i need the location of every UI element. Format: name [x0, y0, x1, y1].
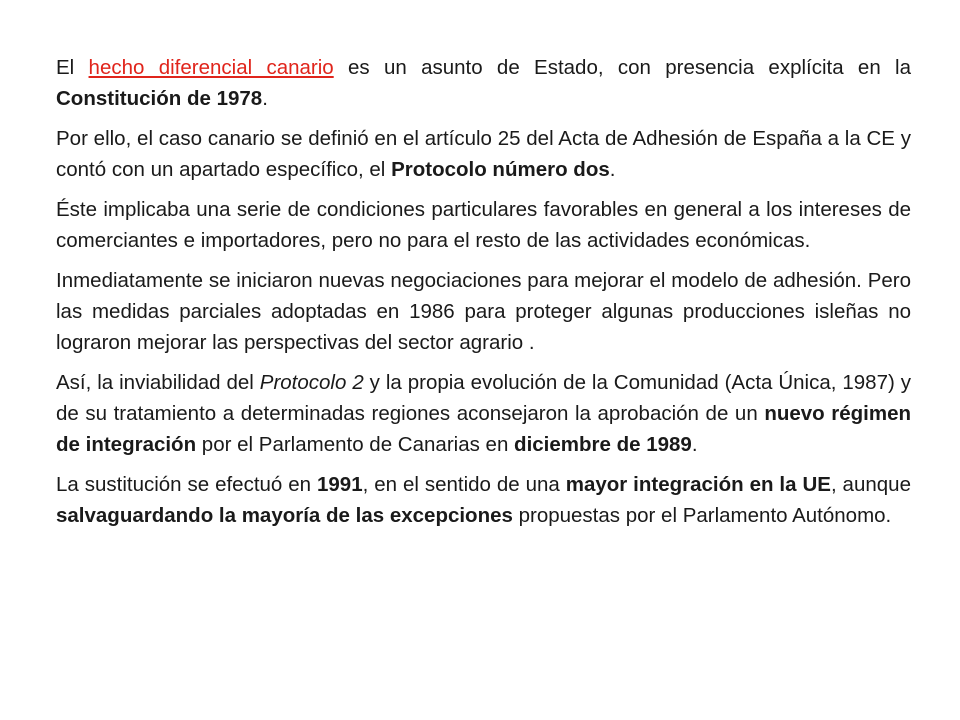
italic-text: Protocolo 2: [259, 371, 364, 394]
paragraph-2: [56, 123, 911, 185]
text-segment: es un asunto de Estado, con presencia explícita en la: [333, 56, 911, 79]
text-segment: por el Parlamento de Canarias en: [196, 433, 515, 456]
bold-text: nuevo régimen de integración: [56, 402, 912, 456]
bold-text: mayor integración en la UE: [565, 473, 831, 496]
paragraph-4: [56, 265, 911, 358]
bold-text: 1991: [316, 473, 363, 496]
text-segment: propuestas por el Parlamento Autónomo.: [512, 504, 892, 527]
text-segment: Así, la inviabilidad del: [56, 371, 260, 394]
text-segment: Éste implicaba una serie de condiciones particulares favorables en general a los intereses de comerciantes e importadores, pero no para el resto de las actividades económicas.: [56, 198, 911, 252]
text-segment: Inmediatamente se iniciaron nuevas negociaciones para mejorar el modelo de adhesión. Pero las medidas parciales adoptadas en 1986 para proteger algunas producciones isleñas no lograron mejorar las perspectivas del sector agrario .: [56, 269, 911, 354]
bold-text: diciembre de 1989: [514, 433, 692, 456]
paragraph-3: [56, 194, 911, 256]
text-segment: y la propia evolución de la Comunidad (Acta Única, 1987) y de su tratamiento a determinadas regiones aconsejaron la aprobación de un: [56, 371, 911, 425]
text-segment: La sustitución se efectuó en: [56, 473, 317, 496]
hecho-diferencial-link[interactable]: hecho diferencial canario: [88, 56, 334, 79]
paragraph-6: [56, 469, 911, 531]
text-segment: .: [262, 87, 268, 110]
bold-text: Protocolo número dos: [391, 158, 610, 181]
text-segment: El: [56, 56, 89, 79]
slide-body: [56, 52, 911, 540]
paragraph-1: [56, 52, 911, 114]
text-segment: .: [609, 158, 616, 181]
paragraph-5: [56, 367, 911, 460]
bold-text: Constitución de 1978: [56, 87, 263, 110]
bold-text: salvaguardando la mayoría de las excepciones: [56, 504, 513, 527]
text-segment: , aunque: [830, 473, 911, 496]
text-segment: Por ello, el caso canario se definió en el artículo 25 del Acta de Adhesión de España a la CE y contó con un apartado específico, el: [56, 127, 911, 181]
text-segment: , en el sentido de una: [362, 473, 566, 496]
text-segment: .: [691, 433, 698, 456]
